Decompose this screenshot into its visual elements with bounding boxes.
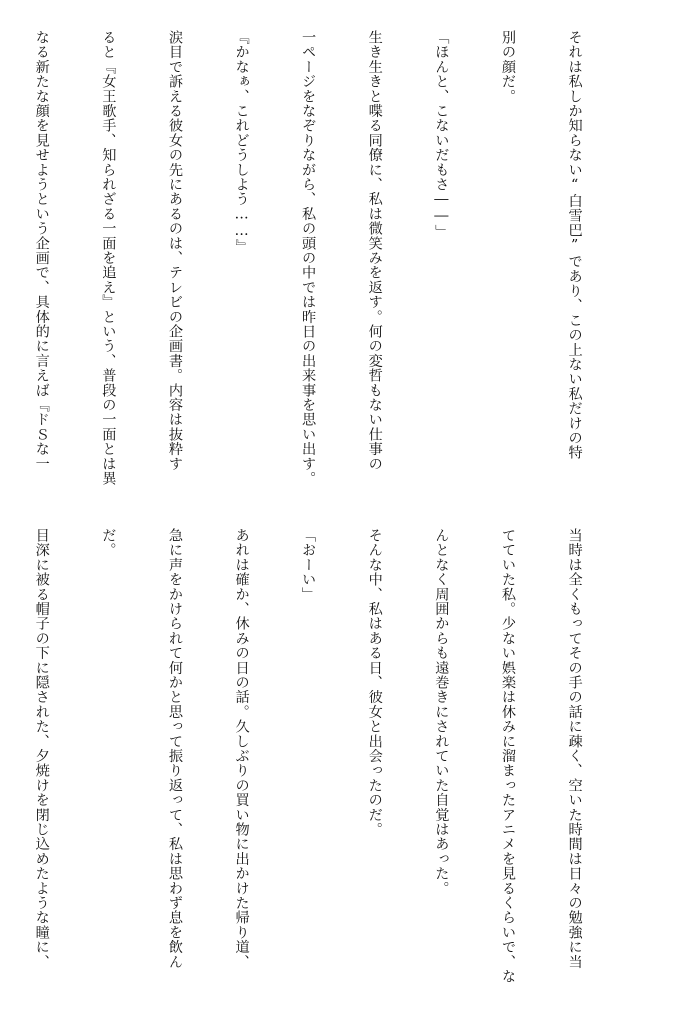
- text-line: だ。: [100, 528, 117, 558]
- text-line: 「ほんと、こないだもさ――」: [433, 30, 450, 240]
- text-line: それは私しか知らない“白雪巴”であり、この上ない私だけの特: [566, 30, 583, 460]
- text-line: 涙目で訴える彼女の先にあるのは、テレビの企画書。内容は抜粋す: [166, 30, 183, 471]
- text-line: ると『女王歌手、知られざる一面を追え』という、普段の一面とは異: [100, 30, 117, 486]
- text-line: なる新たな顔を見せようという企画で、具体的に言えば『ドＳな一: [33, 30, 50, 471]
- text-line: てていた私。少ない娯楽は休みに溜まったアニメを見るくらいで、な: [499, 528, 516, 984]
- text-line: んとなく周囲からも遠巻きにされていた自覚はあった。: [433, 528, 450, 896]
- text-line: 生き生きと喋る同僚に、私は微笑みを返す。何の変哲もない仕事の: [366, 30, 383, 471]
- text-line: 一ページをなぞりながら、私の頭の中では昨日の出来事を思い出す。: [300, 30, 317, 486]
- text-block-top: [0, 30, 630, 504]
- text-line: そんな中、私はある日、彼女と出会ったのだ。: [366, 528, 383, 837]
- text-line: 目深に被る帽子の下に隠された、夕焼けを閉じ込めたような瞳に、: [33, 528, 50, 969]
- text-line: 当時は全くもってその手の話に疎く、空いた時間は日々の勉強に当: [566, 528, 583, 969]
- text-block-bottom: [0, 528, 630, 1018]
- text-line: 『かなぁ、これどうしよう……』: [233, 30, 250, 255]
- text-line: あれは確か、休みの日の話。久しぶりの買い物に出かけた帰り道、: [233, 528, 250, 969]
- text-line: 「おーい」: [300, 528, 317, 602]
- text-line: 急に声をかけられて何かと思って振り返って、私は思わず息を飲ん: [166, 528, 183, 969]
- text-line: 別の顔だ。: [499, 30, 516, 104]
